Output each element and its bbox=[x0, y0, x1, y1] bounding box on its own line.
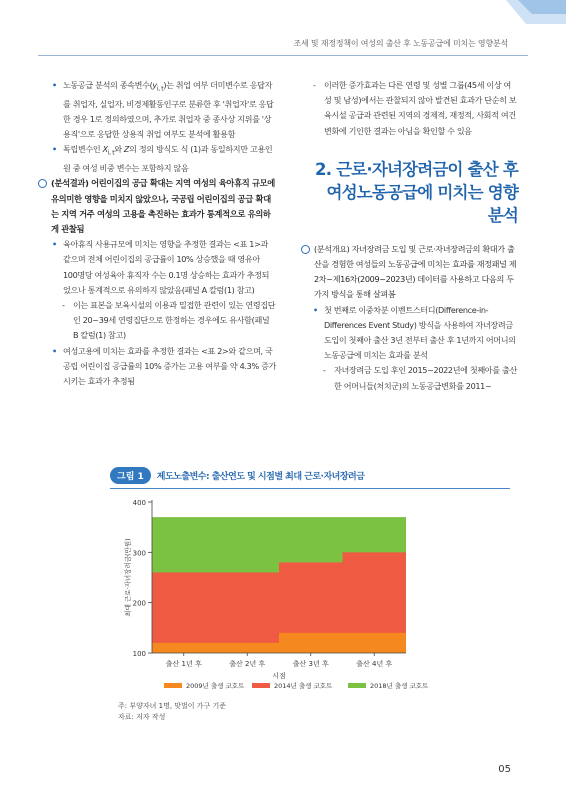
bullet-event-study: • 첫 번째로 이중차분 이벤트스터디(Difference-in-Differences Event Study) 방식을 사용하여 자녀장려금 도입이 첫째아 출산 3년 전부터 출산 후 1년까지 어머니의 노동공급에 미치는 효과를 분석 bbox=[313, 303, 518, 364]
bullet-dependent-variable: • 노동공급 분석의 종속변수$(y_{i, t})$는 취업 여부 더미변수로 응답자를 취업자, 실업자, 비경제활동인구로 분류한 후 '취업자'로 응답한 경우 1로 정의하였으며, 추가로 취업자 중 종사상 지위를 '상용직'으로 응답한 상용직 취업 여부도 분석에 활용함 bbox=[52, 78, 276, 142]
figure-notes bbox=[118, 701, 226, 723]
page-number: 05 bbox=[498, 764, 511, 775]
bullet-female-employment: • 여성고용에 미치는 효과를 추정한 결과는 <표 2>와 같으며, 국공립 어린이집 공급률의 10% 증가는 고용 여부를 약 4.3% 증가시키는 효과가 추정됨 bbox=[52, 344, 276, 390]
figure-note: 주: 부양자녀 1명, 맞벌이 가구 기준 bbox=[118, 702, 227, 710]
chart-container bbox=[110, 494, 530, 690]
bullet-independent-variable: • 독립변수인 $X_{i, t}$와 Z의 정의 방식도 식 (1)과 동일하지만 고용인원 중 여성 비중 변수는 포함하지 않음 bbox=[52, 142, 276, 176]
figure-label: 그림 1 bbox=[110, 467, 151, 484]
y-axis-title: 최대 근로·자녀장려금(만원) bbox=[124, 538, 132, 617]
y-tick-label: 100 bbox=[132, 650, 146, 658]
left-column bbox=[52, 78, 276, 389]
analysis-overview-paragraph: (분석개요) 자녀장려금 도입 및 근로·자녀장려금의 확대가 출산을 경험한 여성들의 노동공급에 미치는 효과를 재정패널 제2차~제16차(2009~2023년) 데이터를 사용하고 다음의 두 가지 방식을 통해 살펴봄 bbox=[301, 242, 518, 303]
bar-2-1 bbox=[152, 572, 216, 653]
bar-2-2 bbox=[216, 572, 280, 653]
y-tick-label: 400 bbox=[132, 499, 146, 507]
bar-1-4 bbox=[343, 633, 407, 653]
legend-label-2: 2014년 출생 코호트 bbox=[274, 682, 333, 690]
legend-swatch-3 bbox=[348, 683, 366, 688]
figure-title: 제도노출변수: 출산연도 및 시점별 최대 근로·자녀장려금 bbox=[156, 471, 365, 482]
analysis-results-paragraph: (분석결과) 어린이집의 공급 확대는 지역 여성의 육아휴직 규모에 유의미한 영향을 미치지 않았으나, 국공립 어린이집의 공급 확대는 지역 거주 여성의 고용을 촉진하는 효과가 통계적으로 유의하게 관찰됨 bbox=[38, 176, 276, 237]
running-head: 조세 및 재정정책이 여성의 출산 후 노동공급에 미치는 영향분석 bbox=[293, 39, 508, 48]
y-tick-label: 200 bbox=[132, 599, 146, 608]
x-tick-label: 출산 1년 후 bbox=[165, 660, 202, 668]
section-title: 2. 근로·자녀장려금이 출산 후 여성노동공급에 미치는 영향분석 bbox=[315, 159, 518, 225]
figure-header bbox=[110, 466, 510, 489]
bullet-parental-leave: • 육아휴직 사용규모에 미치는 영향을 추정한 결과는 <표 1>과 같으며 전체 어린이집의 공급률이 10% 상승했을 때 영유아 100명당 여성육아 휴직자 수는 0.1명 상승하는 효과가 추정되었으나 통계적으로 유의하지 않았음(패널 A 칼럼(1) 참고) bbox=[52, 237, 276, 298]
x-axis-title: 시점 bbox=[272, 672, 286, 680]
x-tick-label: 출산 3년 후 bbox=[292, 660, 329, 668]
dash-treatment-group: - 자녀장려금 도입 후인 2015~2022년에 첫째아를 출산한 어머니들(처치군)의 노동공급변화를 2011~ bbox=[323, 363, 518, 393]
y-tick-label: 300 bbox=[132, 549, 146, 558]
bar-1-3 bbox=[279, 633, 343, 653]
bar-1-1 bbox=[152, 643, 216, 653]
page-corner-decoration bbox=[506, 0, 566, 24]
bar-1-2 bbox=[216, 643, 280, 653]
figure-source: 자료: 저자 작성 bbox=[118, 713, 166, 721]
dash-increase-effect: - 이러한 증가효과는 다른 연령 및 성별 그룹(45세 이상 여성 및 남성)에서는 관찰되지 않아 발견된 효과가 단순히 보육시설 공급과 관련된 지역의 경제적, 재정적, 사회적 여건변화에 기인한 결과는 아님을 확인할 수 있음 bbox=[313, 78, 518, 139]
legend-swatch-1 bbox=[164, 683, 182, 688]
legend-label-3: 2018년 출생 코호트 bbox=[370, 682, 429, 690]
x-tick-label: 출산 2년 후 bbox=[229, 660, 266, 668]
dash-age-group: - 이는 표본을 보육시설의 이용과 밀접한 관련이 있는 연령집단인 20~39세 연령집단으로 한정하는 경우에도 유사함(패널 B 칼럼(1) 참고) bbox=[62, 298, 276, 344]
x-tick-label: 출산 4년 후 bbox=[356, 660, 393, 668]
header-rule bbox=[38, 55, 528, 56]
legend-label-1: 2009년 출생 코호트 bbox=[186, 682, 245, 690]
legend-swatch-2 bbox=[252, 683, 270, 688]
stacked-bar-chart bbox=[110, 494, 530, 690]
figure-rule bbox=[110, 488, 510, 489]
right-column bbox=[313, 78, 518, 394]
